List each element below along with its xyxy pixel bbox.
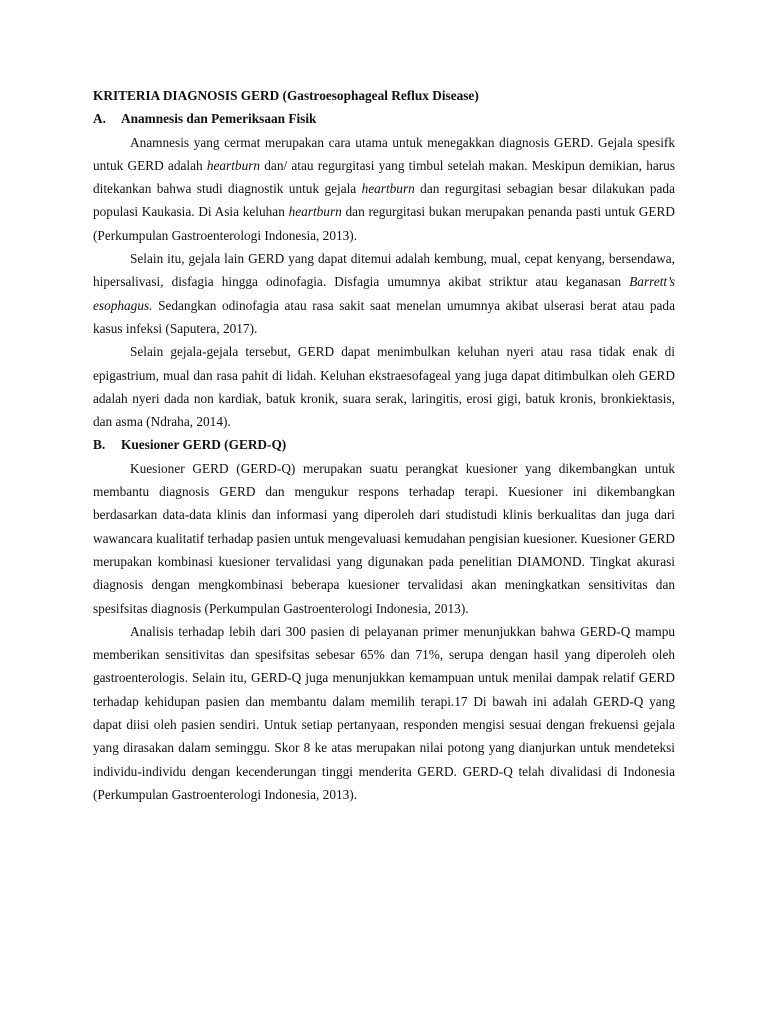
section-b-title: Kuesioner GERD (GERD-Q) [121,437,287,453]
section-a-title: Anamnesis dan Pemeriksaan Fisik [121,111,317,127]
section-a-paragraph-3: Selain gejala-gejala tersebut, GERD dapat menimbulkan keluhan nyeri atau rasa tidak enak di epigastrium, mual dan rasa pahit di lidah. Keluhan ekstraesofageal yang juga dapat ditimbulkan oleh GERD adalah nyeri dada non kardiak, batuk kronik, suara serak, laringitis, erosi gigi, batuk kronis, bronkiektasis, dan asma (Ndraha, 2014). [93,344,675,430]
document-title: KRITERIA DIAGNOSIS GERD (Gastroesophageal Reflux Disease) [93,88,479,103]
paragraph-text: Anamnesis yang cermat merupakan cara utama untuk menegakkan diagnosis GERD. Gejala spesifk untuk GERD adalah [93,134,675,173]
paragraph-text: Selain itu, gejala lain GERD yang dapat ditemui adalah kembung, mual, cepat kenyang, bersendawa, hipersalivasi, disfagia hingga odinofagia. Disfagia umumnya akibat striktur atau keganasan [93,251,675,290]
section-a-letter: A. [93,111,106,127]
section-b-paragraph-2: Analisis terhadap lebih dari 300 pasien di pelayanan primer menunjukkan bahwa GERD-Q mampu memberikan sensitivitas dan spesifsitas sebesar 65% dan 71%, serupa dengan hasil yang diperoleh oleh gastroenterologis. Selain itu, GERD-Q juga menunjukkan kemampuan untuk menilai dampak relatif GERD terhadap kehidupan pasien dan membantu dalam memilih terapi.17 Di bawah ini adalah GERD-Q yang dapat diisi oleh pasien sendiri. Untuk setiap pertanyaan, responden mengisi sesuai dengan frekuensi gejala yang dirasakan dalam seminggu. Skor 8 ke atas merupakan nilai potong yang dianjurkan untuk mendeteksi individu-individu dengan kecenderungan tinggi menderita GERD. GERD-Q telah divalidasi di Indonesia (Perkumpulan Gastroenterologi Indonesia, 2013). [93,623,675,802]
paragraph-text: Sedangkan odinofagia atau rasa sakit saat menelan umumnya akibat ulserasi berat atau pada kasus infeksi (Saputera, 2017). [93,297,675,336]
section-b-heading [93,433,675,456]
paragraph-text: dan regurgitasi sebagian besar dilakukan pada populasi Kaukasia. Di Asia keluhan [93,181,675,220]
italic-term: Barrett’s esophagus. [93,274,675,313]
section-b-paragraph-1: Kuesioner GERD (GERD-Q) merupakan suatu perangkat kuesioner yang dikembangkan untuk membantu diagnosis GERD dan mengukur respons terhadap terapi. Kuesioner ini dikembangkan berdasarkan data-data klinis dan informasi yang diperoleh dari studistudi klinis berkualitas dan juga dari wawancara kualitatif terhadap pasien untuk mengevaluasi kemudahan pengisian kuesioner. Kuesioner GERD merupakan kombinasi kuesioner tervalidasi yang digunakan pada penelitian DIAMOND. Tingkat akurasi diagnosis dengan mengkombinasi beberapa kuesioner tervalidasi akan meningkatkan sensitivitas dan spesifsitas diagnosis (Perkumpulan Gastroenterologi Indonesia, 2013). [93,460,675,616]
paragraph-text: dan/ atau regurgitasi yang timbul setelah makan. Meskipun demikian, harus ditekankan bahwa studi diagnostik untuk gejala [93,157,676,197]
paragraph-text: dan regurgitasi bukan merupakan penanda pasti untuk GERD (Perkumpulan Gastroenterologi Indonesia, 2013). [93,204,675,243]
section-a-heading [93,107,675,130]
italic-term: heartburn [288,204,342,220]
document-page [93,84,675,806]
italic-term: heartburn [206,157,261,173]
section-a-paragraph-1 [93,131,675,247]
section-b-letter: B. [93,437,106,453]
italic-term: heartburn [361,181,415,197]
section-a-paragraph-2 [93,247,675,340]
